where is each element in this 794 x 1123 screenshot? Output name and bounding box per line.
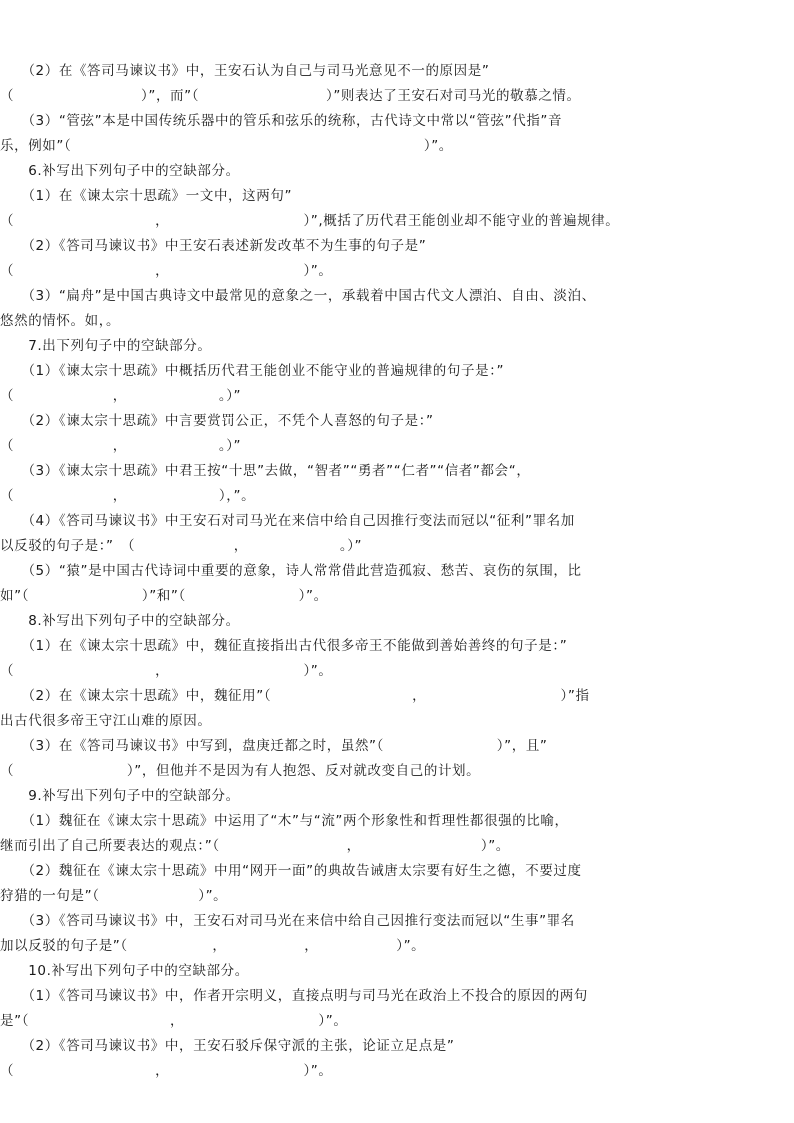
text-line: 是”（ ， ）”。 [0, 1013, 348, 1029]
text-line: 7.出下列句子中的空缺部分。 [0, 338, 212, 354]
text-line: （2）《答司马谏议书》中，王安石驳斥保守派的主张，论证立足点是” [0, 1038, 455, 1054]
text-line: （ ， 。）” [0, 388, 242, 404]
text-line: （2）魏征在《谏太宗十思疏》中用“网开一面”的典故告诫唐太宗要有好生之德，不要过度 [0, 863, 582, 879]
text-line: 加以反驳的句子是”（ ， ， ）”。 [0, 938, 426, 954]
text-line: （3）“管弦”本是中国传统乐器中的管乐和弦乐的统称，古代诗文中常以“管弦”代指”音 [0, 113, 563, 129]
text-line: （5）“猿”是中国古代诗词中重要的意象，诗人常常借此营造孤寂、愁苦、哀伤的氛围，比 [0, 563, 582, 579]
text-line: 悠然的情怀。如，。 [0, 313, 121, 329]
text-line: （2）《谏太宗十思疏》中言要赏罚公正，不凭个人喜怒的句子是：” [0, 413, 434, 429]
text-line: （ ， ），”。 [0, 488, 256, 504]
text-line: （3）《答司马谏议书》中，王安石对司马光在来信中给自己因推行变法而冠以“生事”罪名 [0, 913, 575, 929]
text-line: （ ）”，而”（ ）”则表达了王安石对司马光的敬慕之情。 [0, 88, 581, 104]
text-line: （ ， ）”。 [0, 1063, 333, 1079]
text-line: （3）“扁舟”是中国古典诗文中最常见的意象之一，承载着中国古代文人漂泊、自由、淡泊、 [0, 288, 596, 304]
text-line: （1）《答司马谏议书》中，作者开宗明义，直接点明与司马光在政治上不投合的原因的两句 [0, 988, 588, 1004]
text-line: （2）《答司马谏议书》中王安石表述新发改革不为生事的句子是” [0, 238, 427, 254]
text-line: 出古代很多帝王守江山难的原因。 [0, 713, 212, 729]
text-line: （1）在《谏太宗十思疏》中，魏征直接指出古代很多帝王不能做到善始善终的句子是：” [0, 638, 568, 654]
text-line: （2）在《谏太宗十思疏》中，魏征用”（ ， ）”指 [0, 688, 590, 704]
text-line: （1）在《谏太宗十思疏》一文中，这两句” [0, 188, 293, 204]
text-line: （1）《谏太宗十思疏》中概括历代君王能创业不能守业的普遍规律的句子是：” [0, 363, 505, 379]
text-line: （ ， ）”。 [0, 263, 333, 279]
text-line: 继而引出了自己所要表达的观点：”（ ， ）”。 [0, 838, 510, 854]
text-line: 10.补写出下列句子中的空缺部分。 [0, 963, 249, 979]
text-line: （3）在《答司马谏议书》中写到，盘庚迁都之时，虽然”（ ）”，且” [0, 738, 548, 754]
text-line: （ ）”，但他并不是因为有人抱怨、反对就改变自己的计划。 [0, 763, 481, 779]
text-line: 如”（ ）”和”（ ）”。 [0, 588, 328, 604]
text-line: （ ， ）”。 [0, 663, 333, 679]
text-line: （4）《答司马谏议书》中王安石对司马光在来信中给自己因推行变法而冠以“征利”罪名加 [0, 513, 575, 529]
text-line: 6.补写出下列句子中的空缺部分。 [0, 163, 240, 179]
text-line: （3）《谏太宗十思疏》中君王按“十思”去做，“智者”“勇者”“仁者”“信者”都会“， [0, 463, 531, 479]
text-line: （1）魏征在《谏太宗十思疏》中运用了“木”与“流”两个形象性和哲理性都很强的比喻， [0, 813, 569, 829]
text-line: （2）在《答司马谏议书》中，王安石认为自己与司马光意见不一的原因是” [0, 63, 490, 79]
text-line: （ ， ）”,概括了历代君王能创业却不能守业的普遍规律。 [0, 213, 620, 229]
text-line: （ ， 。）” [0, 438, 242, 454]
text-line: 8.补写出下列句子中的空缺部分。 [0, 613, 240, 629]
text-line: 9.补写出下列句子中的空缺部分。 [0, 788, 240, 804]
text-line: 狩猎的一句是”（ ）”。 [0, 888, 228, 904]
text-line: 乐，例如”（ ）”。 [0, 138, 453, 154]
text-line: 以反驳的句子是：” （ ， 。）” [0, 538, 363, 554]
